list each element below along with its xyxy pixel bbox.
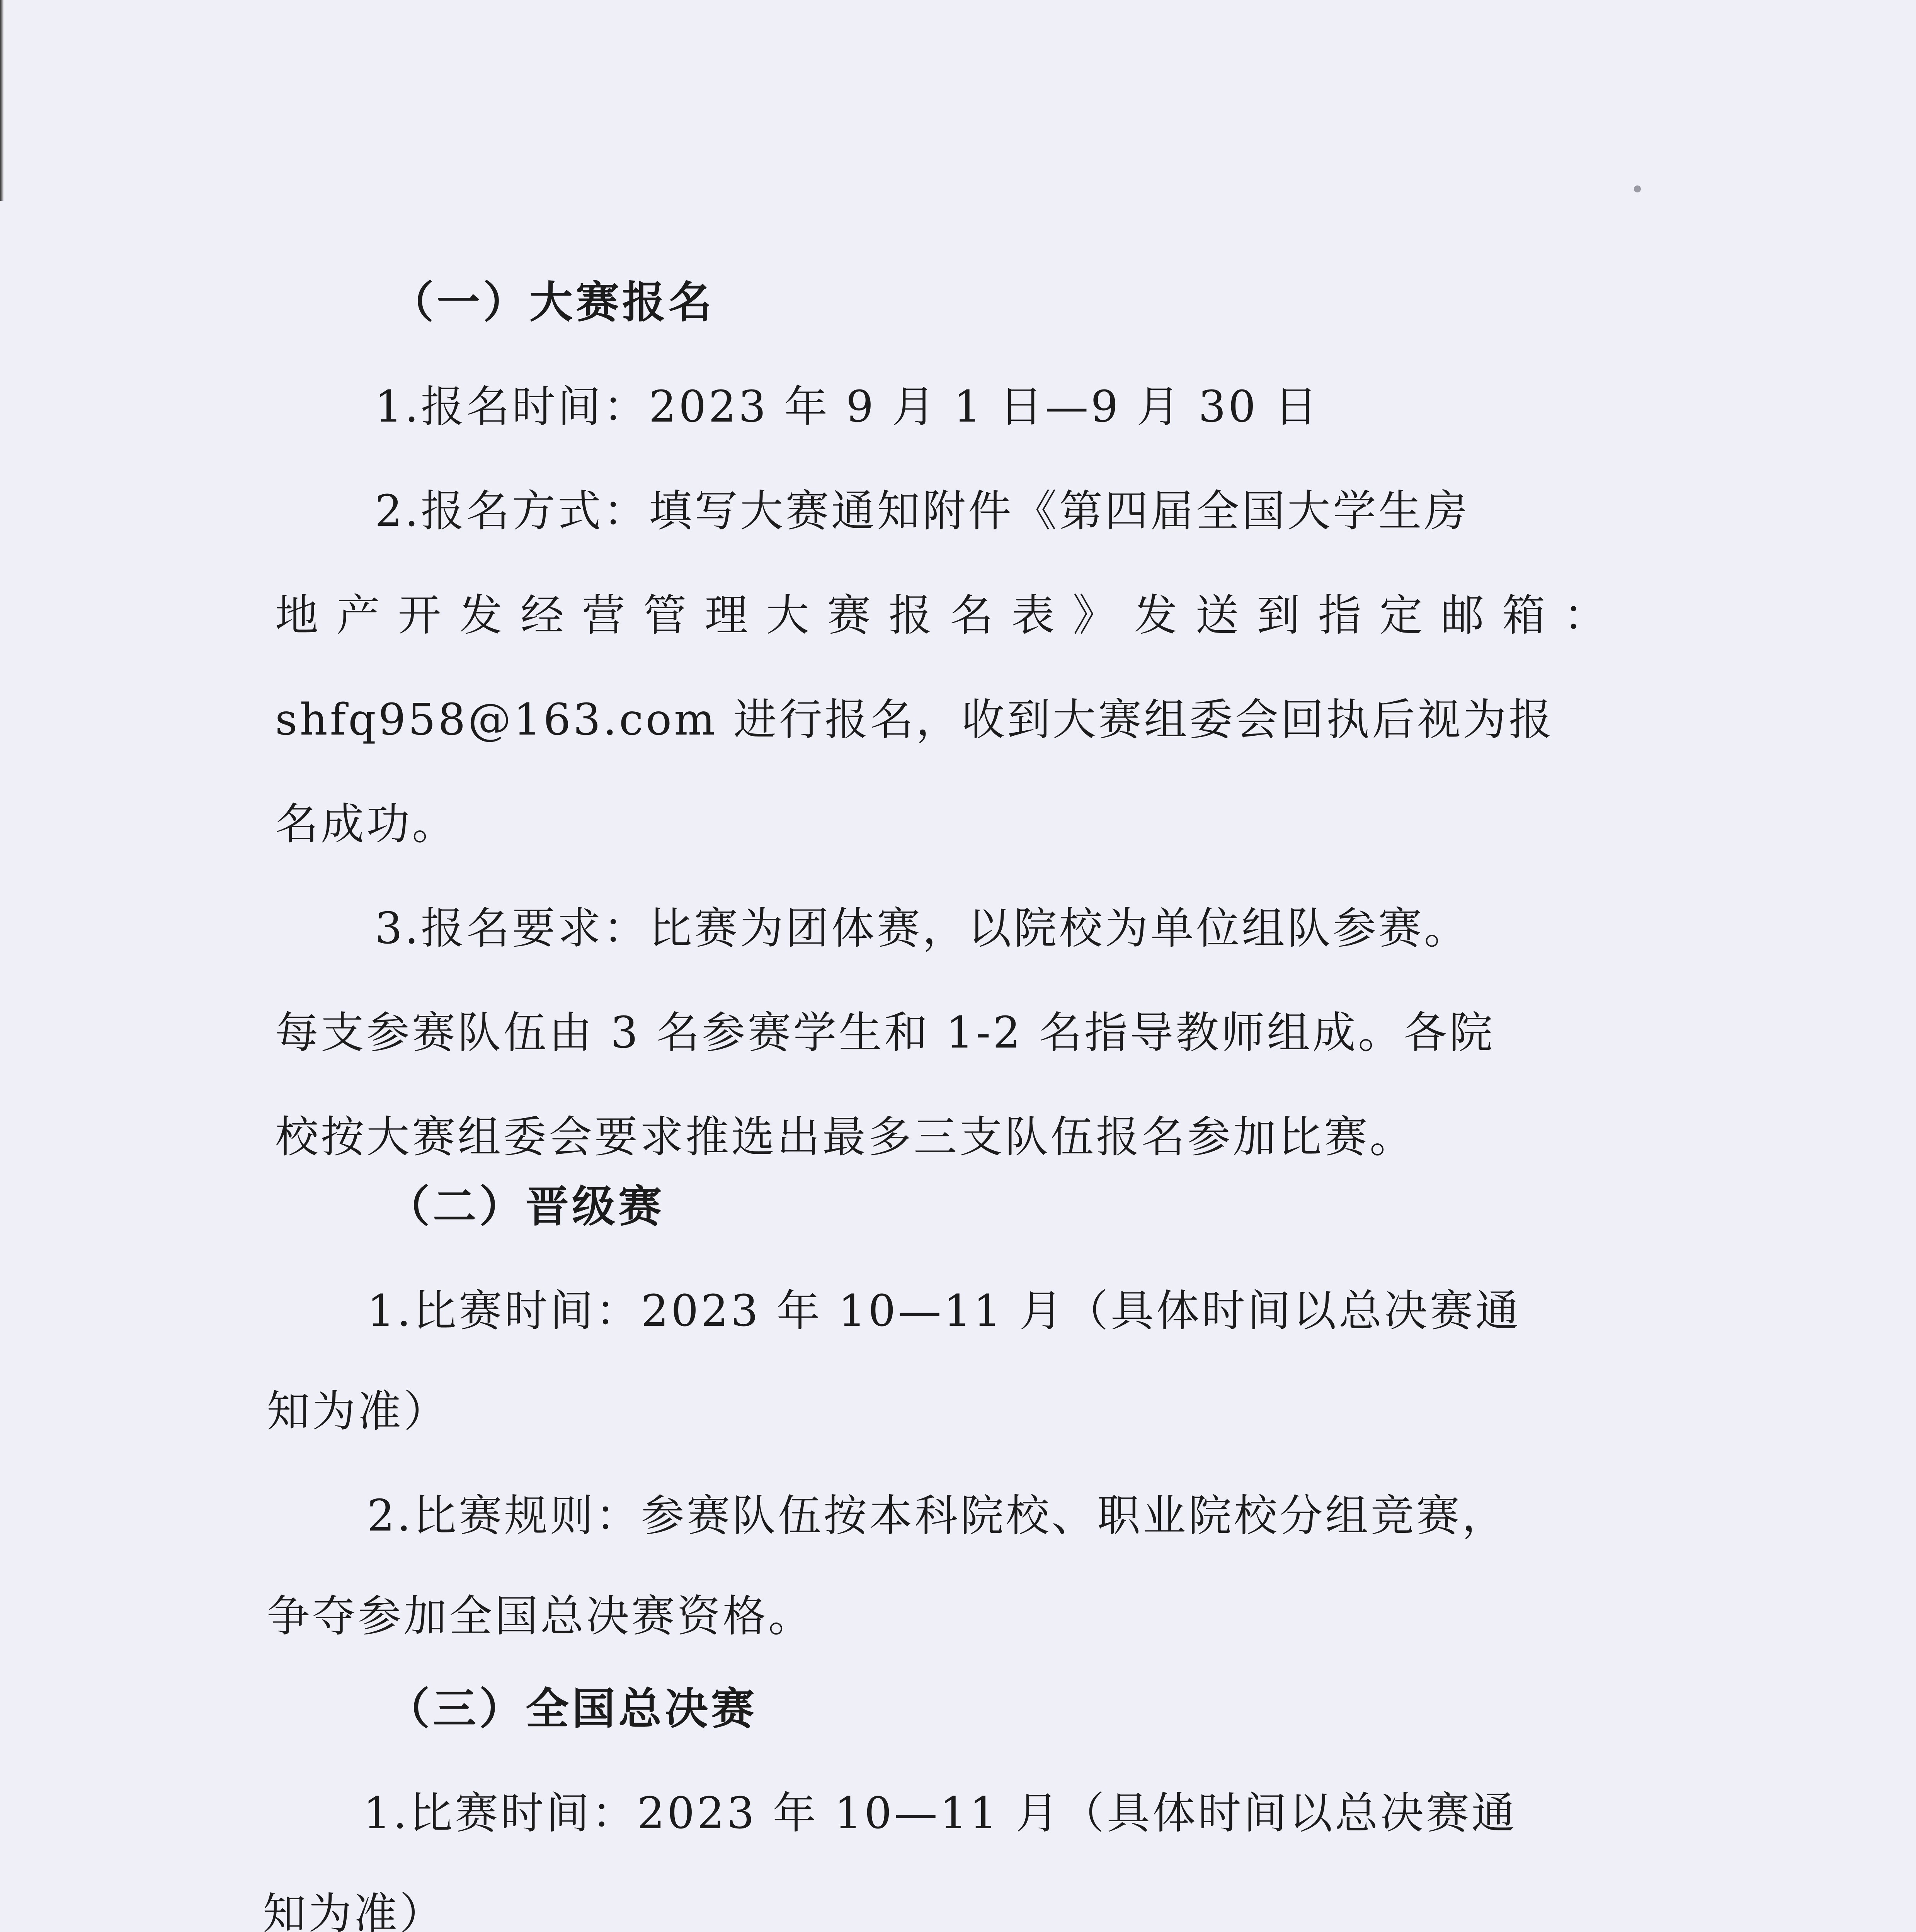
justified-char: ： [1563,590,1607,641]
justified-char: 表 [1011,590,1055,641]
registration-time: 1.报名时间：2023 年 9 月 1 日—9 月 30 日 [375,382,1320,432]
scan-edge-shadow [0,0,4,201]
justified-char: 定 [1379,590,1423,641]
justified-char: 名 [950,590,994,641]
section-heading-qualifier: （二）晋级赛 [386,1182,665,1232]
qualifier-time-line1: 1.比赛时间：2023 年 10—11 月（具体时间以总决赛通 [367,1286,1521,1336]
justified-char: 经 [521,590,564,641]
section-heading-national-final: （三）全国总决赛 [386,1684,757,1734]
justified-char: 送 [1195,590,1239,641]
justified-char: 》 [1072,590,1116,641]
registration-requirement-line3: 校按大赛组委会要求推选出最多三支队伍报名参加比赛。 [275,1112,1415,1162]
justified-char: 发 [459,590,503,641]
justified-char: 管 [643,590,687,641]
registration-method-line2 [275,587,1607,645]
justified-char: 营 [582,590,625,641]
registration-requirement-line1: 3.报名要求：比赛为团体赛，以院校为单位组队参赛。 [375,903,1470,954]
justified-char: 到 [1257,590,1300,641]
justified-char: 赛 [827,590,871,641]
justified-char: 地 [275,590,318,641]
final-time-line1: 1.比赛时间：2023 年 10—11 月（具体时间以总决赛通 [363,1788,1517,1838]
justified-char: 发 [1134,590,1178,641]
final-time-line2: 知为准） [263,1889,445,1932]
justified-char: 产 [336,590,380,641]
scan-speck [1634,185,1641,192]
registration-requirement-line2: 每支参赛队伍由 3 名参赛学生和 1-2 名指导教师组成。各院 [275,1008,1495,1058]
registration-method-line4: 名成功。 [275,799,458,849]
qualifier-rules-line1: 2.比赛规则：参赛队伍按本科院校、职业院校分组竞赛， [367,1491,1508,1541]
justified-char: 报 [888,590,932,641]
justified-char: 理 [704,590,748,641]
justified-char: 指 [1318,590,1361,641]
qualifier-time-line2: 知为准） [267,1386,449,1437]
qualifier-rules-line2: 争夺参加全国总决赛资格。 [267,1591,814,1641]
justified-char: 邮 [1441,590,1484,641]
justified-char: 大 [766,590,809,641]
registration-method-line3: shfq958@163.com 进行报名，收到大赛组委会回执后视为报 [275,695,1554,745]
registration-method-line1: 2.报名方式：填写大赛通知附件《第四届全国大学生房 [375,486,1470,536]
section-heading-registration: （一）大赛报名 [390,277,715,328]
justified-char: 箱 [1502,590,1545,641]
justified-char: 开 [398,590,441,641]
